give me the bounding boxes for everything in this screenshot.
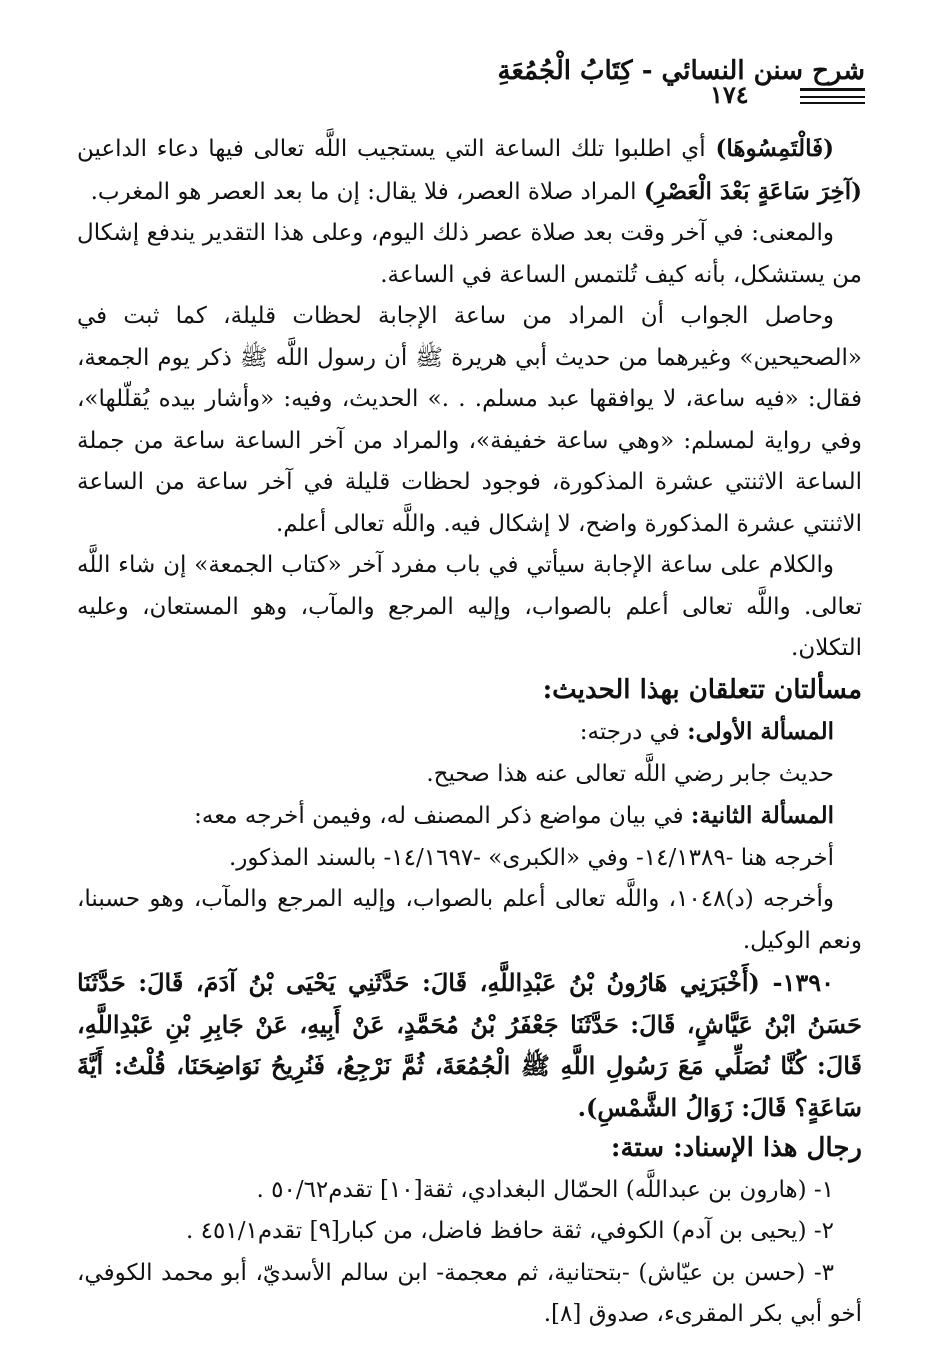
running-title: شرح سنن النسائي - كِتَابُ الْجُمُعَةِ <box>497 56 865 86</box>
paragraph: وحاصل الجواب أن المراد من ساعة الإجابة لحظات قليلة، كما ثبت في «الصحيحين» وغيرهما من حديث أبي هريرة ﷺ أن رسول اللَّه ﷺ ذكر يوم الجمعة، فقال: «فيه ساعة، لا يوافقها عبد مسلم. . .» الحديث، وفيه: «وأشار بيده يُقلّلها»، وفي رواية لمسلم: «وهي ساعة خفيفة»، والمراد من آخر الساعة ساعة من جملة الساعة الاثنتي عشرة المذكورة، فوجود لحظات قليلة في آخر ساعة من الساعة الاثنتي عشرة المذكورة واضح، لا إشكال فيه. واللَّه تعالى أعلم. <box>77 303 862 537</box>
narrator-entry: ٢- (يحيى بن آدم) الكوفي، ثقة حافظ فاضل، من كبار[٩] تقدم٤٥١/١ . <box>186 1218 834 1244</box>
header-rule <box>800 96 865 98</box>
issue-two <box>77 795 862 838</box>
paragraph: أخرجه هنا -١٤/١٣٨٩- وفي «الكبرى» -١٤/١٦٩٧- بالسند المذكور. <box>228 844 834 871</box>
paragraph-text: أي اطلبوا تلك الساعة التي يستجيب اللَّه تعالى فيها دعاء الداعين <box>77 136 706 162</box>
paragraph: والمعنى: في آخر وقت بعد صلاة عصر ذلك اليوم، وعلى هذا التقدير يندفع إشكال من يستشكل، بأنه كيف تُلتمس الساعة في الساعة. <box>77 220 862 288</box>
quoted-term: (فَالْتَمِسُوهَا) <box>715 135 834 162</box>
section-heading: رجال هذا الإسناد: ستة: <box>610 1133 862 1163</box>
paragraph: وأخرجه (د)١٠٤٨، واللَّه تعالى أعلم بالصواب، وإليه المرجع والمآب، وهو حسبنا، ونعم الوكيل. <box>77 886 862 954</box>
narrator-entry: ٣- (حسن بن عيّاش) -بتحتانية، ثم معجمة- ابن سالم الأسديّ، أبو محمد الكوفي، أخو أبي بكر المقرىء، صدوق [٨]. <box>77 1259 862 1327</box>
issue-label: المسألة الأولى: <box>687 718 834 745</box>
page-header <box>80 56 865 116</box>
page-body <box>77 128 862 1336</box>
issue-text: في درجته: <box>579 719 680 745</box>
issue-text: في بيان مواضع ذكر المصنف له، وفيمن أخرجه معه: <box>194 803 684 829</box>
hadith-text: ١٣٩٠- (أَخْبَرَنِي هَارُونُ بْنُ عَبْدِاللَّهِ، قَالَ: حَدَّثَنِي يَحْيَى بْنُ آدَمَ، قَالَ: حَدَّثَنَا حَسَنُ ابْنُ عَيَّاشٍ، قَالَ: حَدَّثَنَا جَعْفَرُ بْنُ مُحَمَّدٍ، عَنْ أَبِيهِ، عَنْ جَابِرِ بْنِ عَبْدِاللَّهِ، قَالَ: كُنَّا نُصَلِّي مَعَ رَسُولِ اللَّهِ ﷺ الْجُمُعَةَ، ثُمَّ نَرْجِعُ، فَنُرِيحُ نَوَاضِحَنَا، قُلْتُ: أَيَّةَ سَاعَةٍ؟ قَالَ: زَوَالُ الشَّمْسِ). <box>77 968 862 1122</box>
paragraph: والكلام على ساعة الإجابة سيأتي في باب مفرد آخر «كتاب الجمعة» إن شاء اللَّه تعالى. واللَّه تعالى أعلم بالصواب، وإليه المرجع والمآب، وهو المستعان، وعليه التكلان. <box>77 552 862 661</box>
section-heading: مسألتان تتعلقان بهذا الحديث: <box>542 674 862 705</box>
quoted-term: (آخِرَ سَاعَةٍ بَعْدَ الْعَصْرِ) <box>643 177 862 205</box>
header-rule <box>800 88 865 91</box>
narrator-entry: ١- (هارون بن عبداللَّه) الحمّال البغدادي، ثقة[١٠] تقدم٥٠/٦٢ . <box>256 1176 834 1203</box>
issue-label: المسألة الثانية: <box>690 802 834 829</box>
issue-one <box>77 711 862 754</box>
header-rule <box>800 102 865 104</box>
paragraph <box>77 128 862 213</box>
page-number: ١٧٤ <box>710 80 749 109</box>
paragraph-text: المراد صلاة العصر، فلا يقال: إن ما بعد العصر هو المغرب. <box>90 178 637 205</box>
paragraph: حديث جابر رضي اللَّه تعالى عنه هذا صحيح. <box>426 760 834 787</box>
